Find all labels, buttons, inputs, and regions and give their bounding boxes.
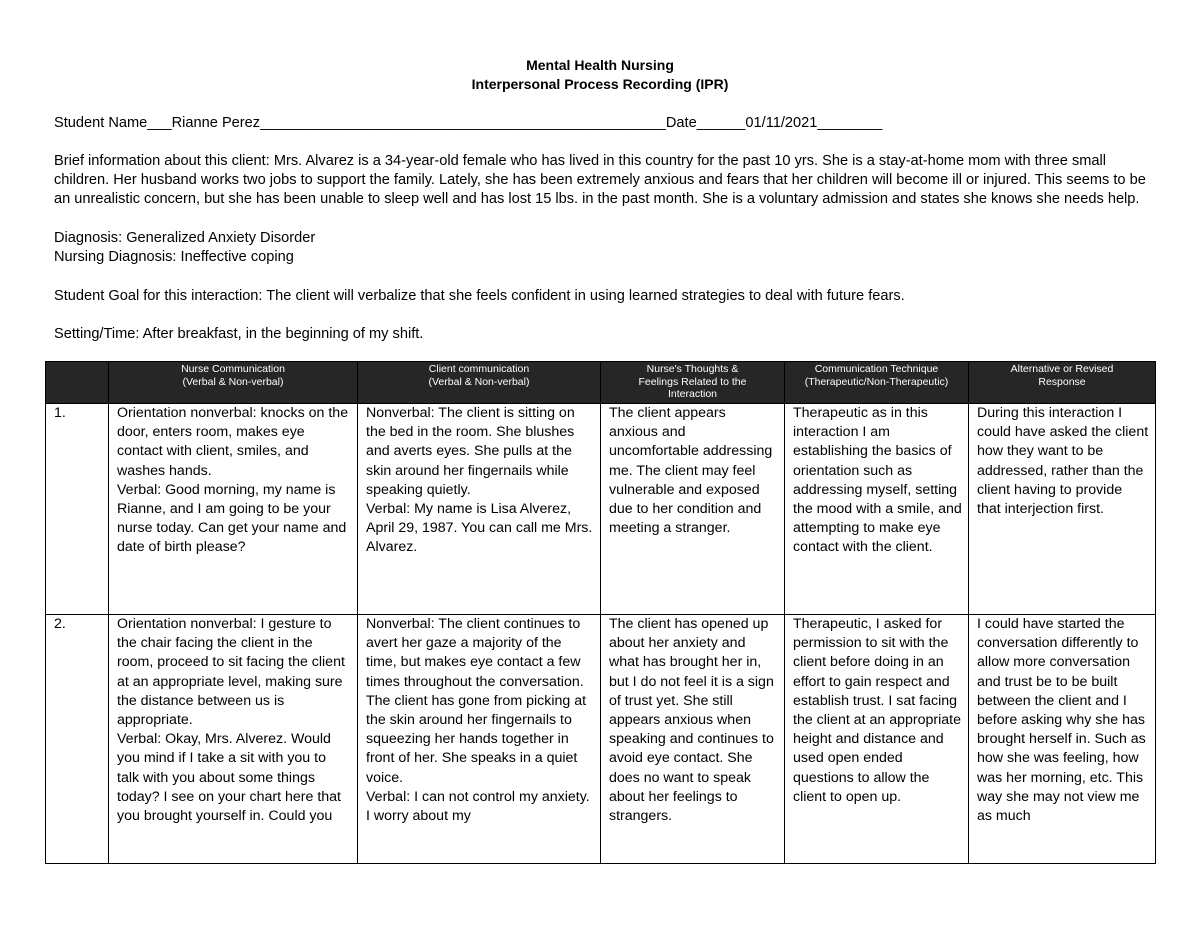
client-communication-cell: Nonverbal: The client continues to avert her gaze a majority of the time, but makes eye contact a few times throughout the conversation. The client has gone from picking at the skin around her fingernails to squeezing her hands together in front of her. She speaks in a quiet voice. Verbal: I can not control my anxiety. I worry about my: [366, 616, 590, 825]
document-title: [0, 56, 1200, 94]
alternative-response-cell: I could have started the conversation differently to allow more conversation and trust be to be built between the client and I before asking why she has brought herself in. Such as how she was feeling, how was her morning, etc. This way she may not view me as much: [977, 616, 1146, 825]
nurse-thoughts-cell: The client appears anxious and uncomfortable addressing me. The client may feel vulnerable and exposed due to her condition and meeting a stranger.: [601, 404, 785, 615]
communication-technique-cell: Therapeutic as in this interaction I am establishing the basics of orientation such as addressing myself, setting the mood with a smile, and attempting to make eye contact with the client.: [785, 404, 969, 615]
nurse-communication-cell: Orientation nonverbal: knocks on the door, enters room, makes eye contact with client, smiles, and washes hands. Verbal: Good morning, my name is Rianne, and I am going to be your nurse today. Can get your name and date of birth please?: [109, 404, 358, 615]
header-alternative-response: Alternative or Revised Response: [969, 362, 1156, 404]
nursing-diagnosis: Nursing Diagnosis: Ineffective coping: [54, 249, 294, 265]
brief-client-info: Brief information about this client: Mrs. Alvarez is a 34-year-old female who has lived in this country for the past 10 yrs. She is a stay-at-home mom with three small children. Her husband works two jobs to support the family. Lately, she has been extremely anxious and fears that her children will become ill or injured. This seems to be an unrealistic concern, but she has been unable to sleep well and has lost 15 lbs. in the past month. She is a voluntary admission and states she knows she needs help.: [54, 153, 1150, 208]
alternative-response-cell: During this interaction I could have asked the client how they want to be addressed, rather than the client having to provide that interjection first.: [969, 404, 1156, 615]
header-communication-technique: Communication Technique (Therapeutic/Non-Therapeutic): [785, 362, 969, 404]
row-number: 2.: [54, 616, 66, 632]
student-goal: Student Goal for this interaction: The client will verbalize that she feels confident in using learned strategies to deal with future fears.: [54, 288, 905, 304]
nurse-communication-cell: Orientation nonverbal: I gesture to the chair facing the client in the room, proceed to sit facing the client at an appropriate level, making sure the distance between us is appropriate. Verbal: Okay, Mrs. Alverez. Would you mind if I take a sit with you to talk with you about some things today? I see on your chart here that you brought yourself in. Could you: [117, 616, 345, 825]
nurse-thoughts-cell: The client has opened up about her anxiety and what has brought her in, but I do not feel it is a sign of trust yet. She still appears anxious when speaking and continues to avoid eye contact. She does no want to speak about her feelings to strangers.: [609, 616, 774, 825]
header-nurse-thoughts: Nurse's Thoughts & Feelings Related to the Interaction: [601, 362, 785, 404]
ipr-table: [45, 361, 1156, 864]
student-name-date-line: Student Name___Rianne Perez__________________________________________________Date______01/11/2021________: [54, 115, 883, 131]
row-number: 1.: [46, 404, 109, 615]
table-row: [46, 615, 1156, 864]
title-line-2: Interpersonal Process Recording (IPR): [471, 76, 729, 92]
table-header-row: [46, 362, 1156, 404]
header-number: [46, 362, 109, 404]
header-nurse-communication: Nurse Communication (Verbal & Non-verbal): [109, 362, 358, 404]
diagnosis: Diagnosis: Generalized Anxiety Disorder: [54, 230, 316, 246]
setting-time: Setting/Time: After breakfast, in the beginning of my shift.: [54, 326, 424, 342]
title-line-1: Mental Health Nursing: [526, 57, 674, 73]
header-client-communication: Client communication (Verbal & Non-verbal): [358, 362, 601, 404]
client-communication-cell: Nonverbal: The client is sitting on the bed in the room. She blushes and averts eyes. She pulls at the skin around her fingernails while speaking quietly. Verbal: My name is Lisa Alverez, April 29, 1987. You can call me Mrs. Alvarez.: [358, 404, 601, 615]
communication-technique-cell: Therapeutic, I asked for permission to sit with the client before doing in an effort to gain respect and establish trust. I sat facing the client at an appropriate height and distance and used open ended questions to allow the client to open up.: [793, 616, 961, 805]
table-row: [46, 404, 1156, 615]
